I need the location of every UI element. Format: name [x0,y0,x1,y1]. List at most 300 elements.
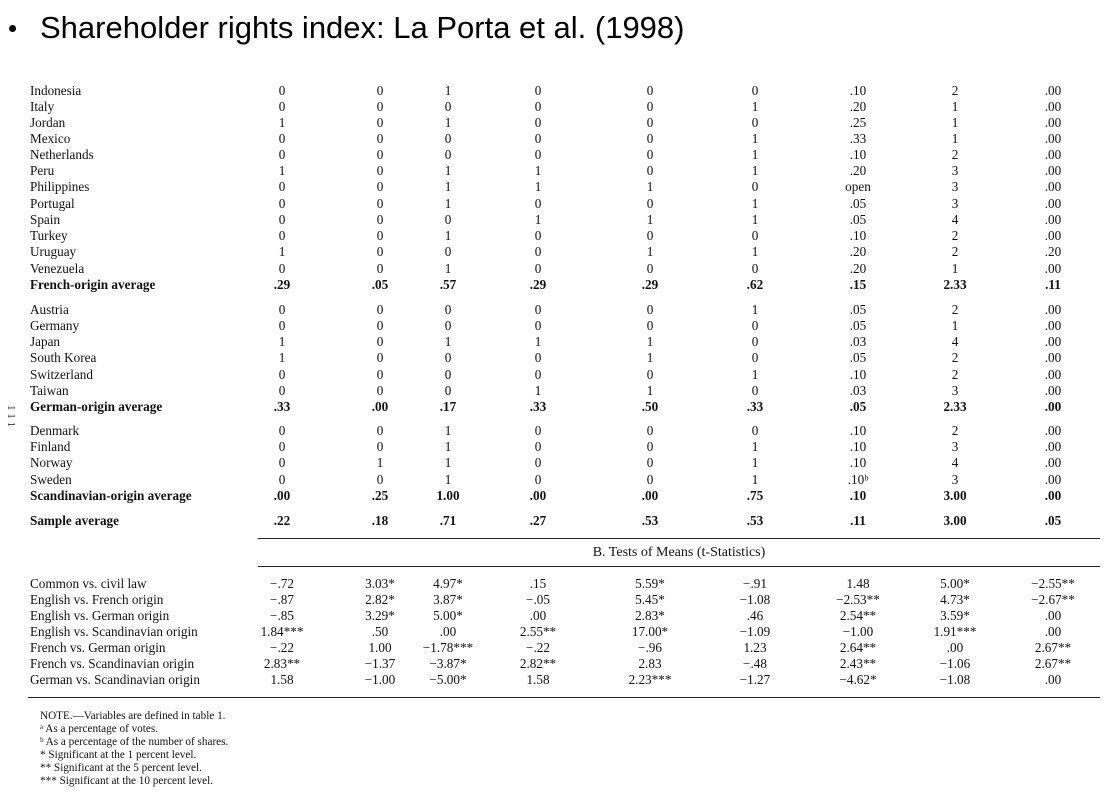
table-cell: 2.82** [519,656,557,671]
table-cell: .10 [849,423,867,438]
table-cell: 17.00* [631,624,669,639]
table-cell: 1 [951,261,959,276]
table-cell: 0 [646,147,654,162]
table-cell: .10 [849,83,867,98]
table-cell: 2.83* [635,608,665,623]
table-cell: .00 [641,488,659,503]
table-cell: 5.00* [433,608,463,623]
table-cell: 2 [951,367,959,382]
table-cell: .00 [1044,350,1062,365]
table-cell: 0 [534,131,542,146]
table-row [0,472,1115,488]
table-cell: −.05 [526,592,550,607]
table-cell: 1 [751,212,759,227]
table-cell: .05 [849,399,867,414]
table-row [0,147,1115,163]
table-cell: 1 [278,350,286,365]
table-cell: .50 [641,399,659,414]
table-cell: 1.48 [846,576,870,591]
table-cell: .05 [849,302,867,317]
row-label: Sweden [30,472,72,487]
table-cell: 4 [951,212,959,227]
table-cell: 0 [751,261,759,276]
table-cell: 0 [534,350,542,365]
table-cell: 0 [278,302,286,317]
table-cell: .29 [273,277,291,292]
table-cell: 0 [376,472,384,487]
table-row [0,163,1115,179]
table-cell: .00 [1044,624,1062,639]
table-cell: 1 [444,334,452,349]
table-cell: 1 [444,83,452,98]
table-cell: 3.59* [940,608,970,623]
table-cell: 1 [751,439,759,454]
table-cell: 0 [278,455,286,470]
table-cell: 0 [444,244,452,259]
table-cell: 0 [751,228,759,243]
table-cell: .00 [1044,196,1062,211]
table-cell: 5.00* [940,576,970,591]
table-cell: 4.73* [940,592,970,607]
row-label: Portugal [30,196,75,211]
table-cell: 0 [534,439,542,454]
table-cell: .22 [273,513,291,528]
table-cell: 0 [278,423,286,438]
table-cell: .05 [849,212,867,227]
table-row [0,302,1115,318]
table-cell: 0 [646,83,654,98]
table-cell: .00 [1044,672,1062,687]
table-cell: 1 [444,261,452,276]
table-cell: 2.33 [943,277,967,292]
table-cell: .20 [849,99,867,114]
table-cell: 0 [278,212,286,227]
table-cell: 0 [376,383,384,398]
table-cell: 1 [751,455,759,470]
row-label: Germany [30,318,80,333]
table-row [0,244,1115,260]
table-cell: .10ᵇ [847,472,869,487]
table-cell: 4 [951,334,959,349]
table-cell: 0 [444,383,452,398]
table-cell: 1 [278,244,286,259]
table-cell: .00 [1044,115,1062,130]
table-row [0,212,1115,228]
row-label: French-origin average [30,277,156,292]
average-row [0,513,1115,529]
table-cell: 2 [951,302,959,317]
table-cell: 0 [376,83,384,98]
table-cell: −.87 [270,592,294,607]
table-cell: 1 [646,350,654,365]
table-cell: 0 [751,115,759,130]
table-cell: 0 [646,115,654,130]
table-cell: 1 [646,334,654,349]
table-cell: .20 [849,261,867,276]
table-cell: .03 [849,334,867,349]
table-cell: 1 [278,163,286,178]
table-cell: .00 [1044,261,1062,276]
table-row [0,115,1115,131]
table-cell: .00 [1044,608,1062,623]
table-cell: .05 [849,350,867,365]
table-cell: −.48 [743,656,767,671]
table-cell: 0 [278,179,286,194]
table-row [0,576,1115,592]
table-cell: .00 [1044,334,1062,349]
table-cell: 0 [534,196,542,211]
table-cell: .00 [1044,99,1062,114]
row-label: English vs. German origin [30,608,170,623]
table-cell: 0 [376,99,384,114]
table-cell: .25 [849,115,867,130]
table-cell: −1.00 [364,672,396,687]
table-cell: 1 [751,472,759,487]
table-cell: 1 [751,367,759,382]
table-cell: 0 [278,83,286,98]
table-cell: −4.62* [839,672,877,687]
table-cell: .11 [1045,277,1061,292]
table-cell: 2 [951,244,959,259]
table-cell: 0 [534,261,542,276]
table-cell: 3 [951,472,959,487]
table-cell: 0 [376,350,384,365]
bullet-marker: • [8,13,18,43]
table-row [0,261,1115,277]
table-cell: .53 [746,513,764,528]
table-cell: .57 [439,277,457,292]
table-cell: 2 [951,147,959,162]
table-cell: −1.08 [939,672,971,687]
table-cell: −.85 [270,608,294,623]
table-cell: 0 [534,472,542,487]
table-cell: 2.23*** [628,672,672,687]
row-label: Uruguay [30,244,77,259]
table-row [0,131,1115,147]
table-cell: .00 [529,488,547,503]
table-cell: 3.87* [433,592,463,607]
table-cell: 0 [376,163,384,178]
table-row [0,350,1115,366]
table-cell: 1 [751,163,759,178]
table-cell: 3 [951,163,959,178]
note-line: *** Significant at the 10 percent level. [40,775,214,787]
table-cell: .10 [849,455,867,470]
table-cell: 1 [444,179,452,194]
page-edge-mark: 1 1 1 [5,405,17,427]
table-cell: 0 [278,261,286,276]
table-cell: .50 [371,624,389,639]
table-cell: .00 [1044,179,1062,194]
table-cell: .11 [850,513,866,528]
table-cell: 0 [646,131,654,146]
table-cell: 0 [376,439,384,454]
table-cell: −.22 [270,640,294,655]
table-cell: 0 [646,99,654,114]
table-cell: 0 [534,302,542,317]
table-cell: 1 [534,163,542,178]
table-cell: 2.33 [943,399,967,414]
table-cell: 0 [646,439,654,454]
row-label: Common vs. civil law [30,576,147,591]
table-cell: 2 [951,423,959,438]
table-cell: 4.97* [433,576,463,591]
table-cell: .00 [1044,212,1062,227]
table-cell: 1 [278,115,286,130]
table-cell: −.91 [743,576,767,591]
table-cell: .17 [439,399,457,414]
row-label: English vs. Scandinavian origin [30,624,198,639]
table-cell: 0 [646,196,654,211]
row-label: Denmark [30,423,80,438]
table-cell: .33 [529,399,547,414]
table-cell: −5.00* [429,672,467,687]
table-cell: 1 [751,147,759,162]
table-cell: .00 [1044,318,1062,333]
table-cell: .00 [1044,131,1062,146]
table-cell: .33 [273,399,291,414]
row-label: South Korea [30,350,97,365]
table-cell: 1 [646,179,654,194]
table-cell: .10 [849,228,867,243]
table-cell: −.22 [526,640,550,655]
table-cell: 1 [376,455,384,470]
average-row [0,399,1115,415]
table-cell: 1 [951,318,959,333]
note-line: * Significant at the 1 percent level. [40,749,197,761]
table-cell: 0 [534,83,542,98]
table-cell: 0 [376,115,384,130]
table-cell: .05 [1044,513,1062,528]
table-cell: .00 [273,488,291,503]
table-cell: 0 [534,228,542,243]
table-cell: 0 [646,228,654,243]
table-cell: .20 [1044,244,1062,259]
row-label: Indonesia [30,83,82,98]
table-cell: .10 [849,488,867,503]
table-cell: 0 [278,147,286,162]
table-cell: .10 [849,367,867,382]
table-cell: 1 [646,244,654,259]
table-cell: 0 [751,83,759,98]
table-cell: 1.23 [743,640,767,655]
table-cell: 1.58 [526,672,550,687]
table-cell: .00 [1044,83,1062,98]
table-cell: 0 [278,196,286,211]
table-cell: 1 [646,212,654,227]
table-cell: .29 [529,277,547,292]
table-cell: 0 [751,383,759,398]
table-cell: .75 [746,488,764,503]
table-row [0,608,1115,624]
table-cell: 0 [376,212,384,227]
table-cell: 0 [534,367,542,382]
table-cell: 3 [951,439,959,454]
table-cell: −.96 [638,640,662,655]
table-cell: 1 [444,472,452,487]
table-cell: 0 [646,455,654,470]
table-cell: 0 [376,131,384,146]
table-cell: −1.00 [842,624,874,639]
table-cell: 0 [534,147,542,162]
table-cell: 0 [751,334,759,349]
table-cell: −3.87* [429,656,467,671]
table-cell: .00 [1044,455,1062,470]
table-cell: .00 [1044,367,1062,382]
table-cell: .03 [849,383,867,398]
table-cell: 0 [646,318,654,333]
table-row [0,367,1115,383]
table-cell: 0 [278,472,286,487]
table-cell: 0 [646,261,654,276]
table-cell: 3.29* [365,608,395,623]
table-cell: 2.67** [1034,640,1072,655]
table-cell: .00 [1044,439,1062,454]
table-cell: .71 [439,513,457,528]
table-cell: 2.83 [638,656,662,671]
table-cell: 0 [444,318,452,333]
table-cell: .27 [529,513,547,528]
table-cell: 0 [444,350,452,365]
table-cell: 1.58 [270,672,294,687]
row-label: French vs. Scandinavian origin [30,656,195,671]
table-cell: .05 [849,318,867,333]
table-cell: .33 [849,131,867,146]
table-row [0,83,1115,99]
table-cell: .10 [849,439,867,454]
table-cell: .18 [371,513,389,528]
table-cell: 0 [751,318,759,333]
row-label: German-origin average [30,399,163,414]
table-cell: 0 [444,302,452,317]
table-cell: 0 [646,302,654,317]
table-cell: −1.08 [739,592,771,607]
table-cell: 0 [534,318,542,333]
table-cell: −2.55** [1031,576,1075,591]
table-row [0,640,1115,656]
average-row [0,488,1115,504]
table-cell: 0 [751,423,759,438]
note-line: NOTE.—Variables are defined in table 1. [40,710,226,722]
table-cell: 0 [376,228,384,243]
table-row [0,334,1115,350]
table-row [0,656,1115,672]
row-label: Jordan [30,115,66,130]
table-cell: 1 [444,228,452,243]
table-cell: 1 [534,179,542,194]
row-label: English vs. French origin [30,592,164,607]
table-cell: 1.00 [436,488,460,503]
table-cell: 0 [444,212,452,227]
slide-title-text: Shareholder rights index: La Porta et al. (1998) [40,10,685,45]
table-cell: 0 [646,367,654,382]
row-label: Scandinavian-origin average [30,488,192,503]
table-cell: .00 [1044,228,1062,243]
panel-b-header-rule [258,566,1100,567]
row-label: Norway [30,455,73,470]
table-cell: 1 [751,131,759,146]
table-cell: .00 [1044,399,1062,414]
table-row [0,455,1115,471]
table-cell: 2.83** [263,656,301,671]
table-cell: 0 [646,423,654,438]
table-cell: .00 [439,624,457,639]
table-cell: 0 [444,99,452,114]
table-cell: 2.64** [839,640,877,655]
table-cell: 0 [376,147,384,162]
table-cell: .25 [371,488,389,503]
row-label: German vs. Scandinavian origin [30,672,200,687]
table-cell: 1 [751,196,759,211]
table-cell: 2.67** [1034,656,1072,671]
table-cell: .33 [746,399,764,414]
table-cell: 0 [278,318,286,333]
table-cell: −2.53** [836,592,880,607]
table-cell: 0 [376,318,384,333]
table-cell: 0 [534,455,542,470]
table-row [0,439,1115,455]
table-cell: 3 [951,196,959,211]
table-cell: 0 [376,179,384,194]
row-label: Finland [30,439,71,454]
table-cell: 0 [444,131,452,146]
table-cell: .15 [529,576,547,591]
table-cell: 0 [376,261,384,276]
table-cell: −1.78*** [422,640,474,655]
table-cell: 0 [646,163,654,178]
table-cell: 1 [951,99,959,114]
table-cell: 0 [278,439,286,454]
table-row [0,318,1115,334]
table-row [0,99,1115,115]
table-cell: 1 [278,334,286,349]
row-label: Japan [30,334,61,349]
table-cell: .46 [746,608,764,623]
row-label: Austria [30,302,69,317]
table-row [0,179,1115,195]
table-cell: 5.59* [635,576,665,591]
table-cell: 1 [444,115,452,130]
table-cell: 0 [534,423,542,438]
table-cell: .05 [371,277,389,292]
table-cell: 1 [646,383,654,398]
table-cell: −1.37 [364,656,396,671]
table-cell: .00 [1044,302,1062,317]
table-cell: 0 [376,334,384,349]
table-cell: 2 [951,228,959,243]
table-cell: 0 [534,244,542,259]
table-cell: 1 [444,455,452,470]
panel-b-top-rule [258,538,1100,539]
table-cell: .00 [371,399,389,414]
table-cell: 0 [376,196,384,211]
table-cell: 0 [278,99,286,114]
row-label: Sample average [30,513,119,528]
table-cell: 0 [646,472,654,487]
table-cell: −.72 [270,576,294,591]
table-cell: open [845,179,871,194]
table-row [0,383,1115,399]
table-cell: .00 [1044,163,1062,178]
table-cell: 0 [376,367,384,382]
row-label: Peru [30,163,55,178]
table-cell: .62 [746,277,764,292]
table-cell: 0 [534,99,542,114]
table-cell: .00 [1044,488,1062,503]
table-cell: .29 [641,277,659,292]
table-cell: .10 [849,147,867,162]
table-cell: 4 [951,455,959,470]
